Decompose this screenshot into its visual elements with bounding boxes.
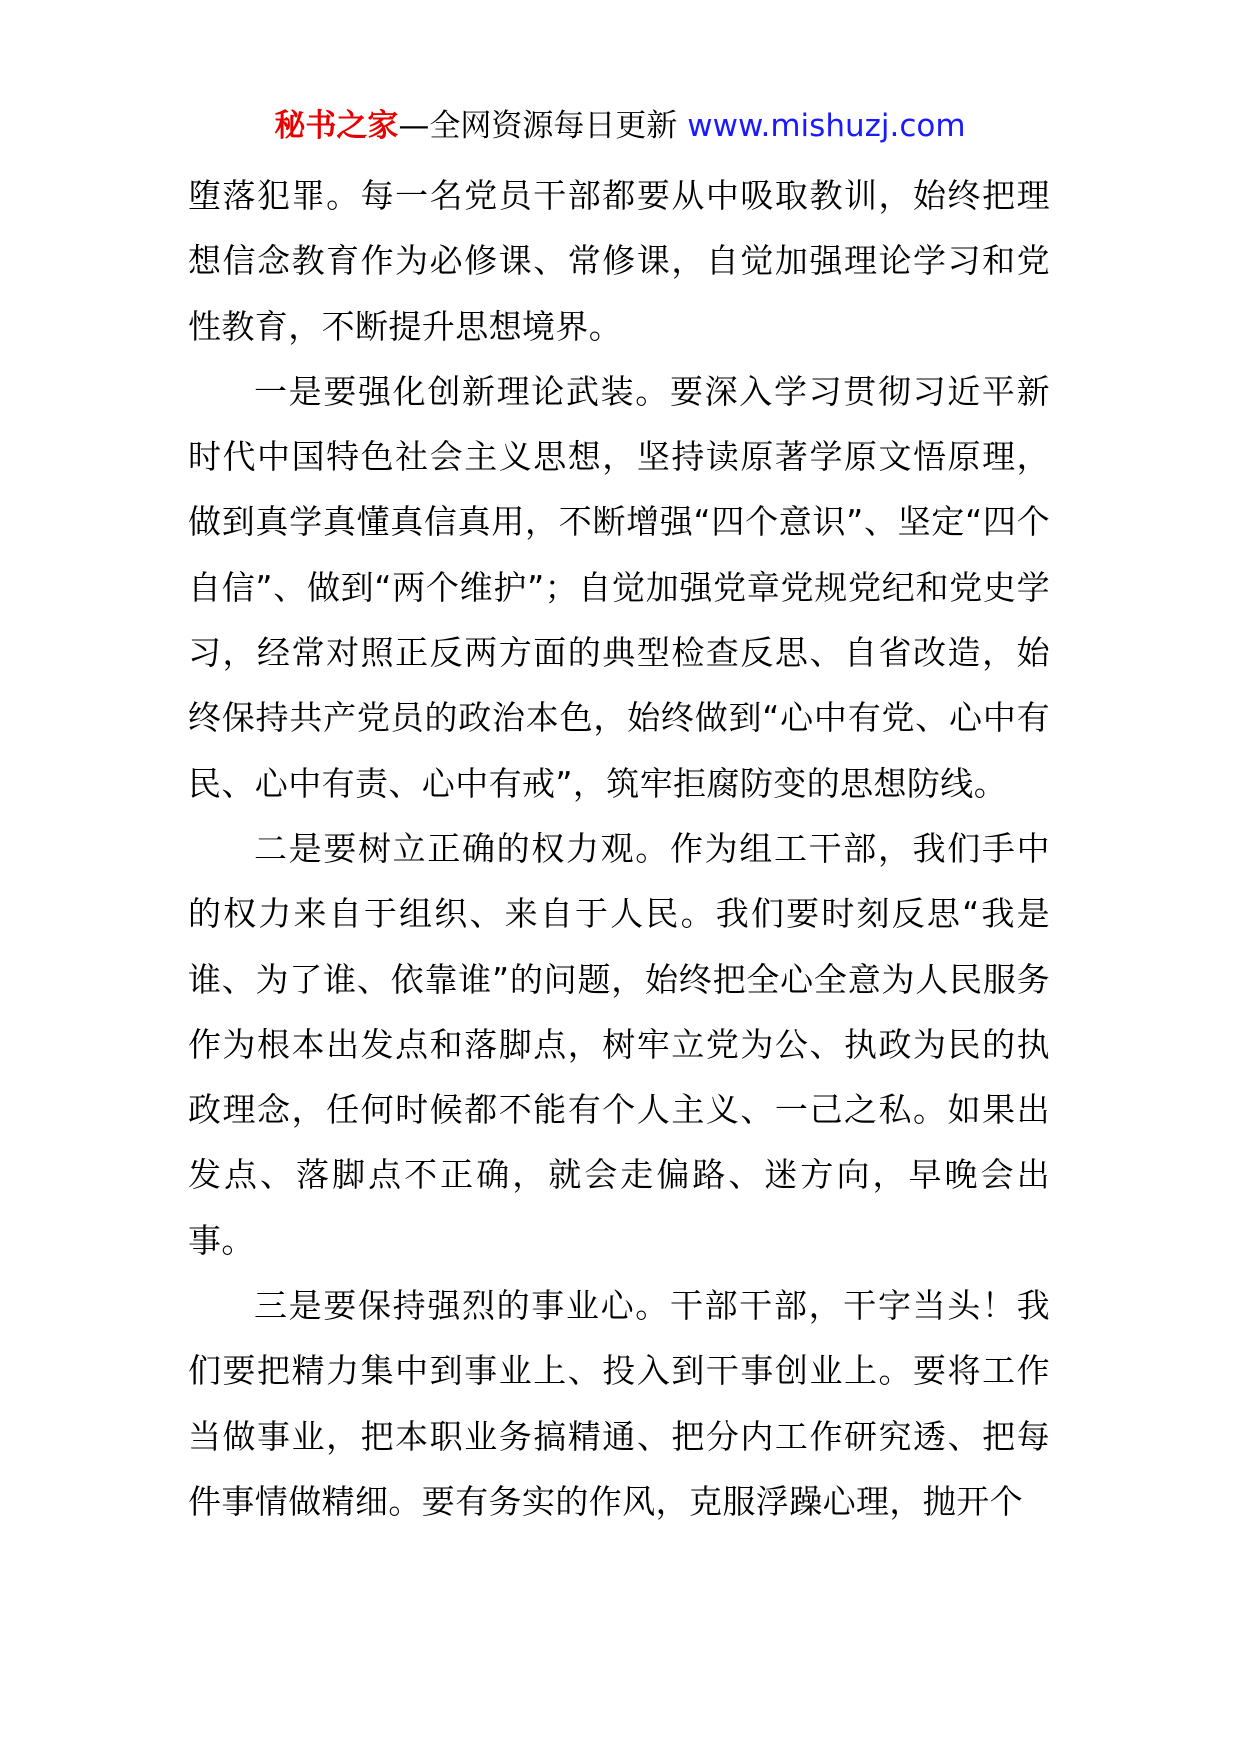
page-header: [0, 104, 1240, 148]
header-slogan: —全网资源每日更新: [398, 108, 678, 144]
paragraph-theory-study: 一是要强化创新理论武装。要深入学习贯彻习近平新时代中国特色社会主义思想，坚持读原著学原文悟原理，做到真学真懂真信真用，不断增强“四个意识”、坚定“四个自信”、做到“两个维护”；自觉加强党章党规党纪和党史学习，经常对照正反两方面的典型检查反思、自省改造，始终保持共产党员的政治本色，始终做到“心中有党、心中有民、心中有责、心中有戒”，筑牢拒腐防变的思想防线。: [188, 371, 1050, 803]
paragraph-continuation: 堕落犯罪。每一名党员干部都要从中吸取教训，始终把理想信念教育作为必修课、常修课，自觉加强理论学习和党性教育，不断提升思想境界。: [188, 176, 1050, 346]
paragraph-career-dedication: 三是要保持强烈的事业心。干部干部，干字当头！我们要把精力集中到事业上、投入到干事创业上。要将工作当做事业，把本职业务搞精通、把分内工作研究透、把每件事情做精细。要有务实的作风，克服浮躁心理，抛开个: [188, 1286, 1050, 1521]
brand-name: 秘书之家: [274, 108, 399, 144]
site-url-link[interactable]: www.mishuzj.com: [687, 108, 966, 144]
paragraph-power-view: 二是要树立正确的权力观。作为组工干部，我们手中的权力来自于组织、来自于人民。我们要时刻反思“我是谁、为了谁、依靠谁”的问题，始终把全心全意为人民服务作为根本出发点和落脚点，树牢立党为公、执政为民的执政理念，任何时候都不能有个人主义、一己之私。如果出发点、落脚点不正确，就会走偏路、迷方向，早晚会出事。: [188, 828, 1050, 1260]
document-body: [188, 163, 1050, 1534]
